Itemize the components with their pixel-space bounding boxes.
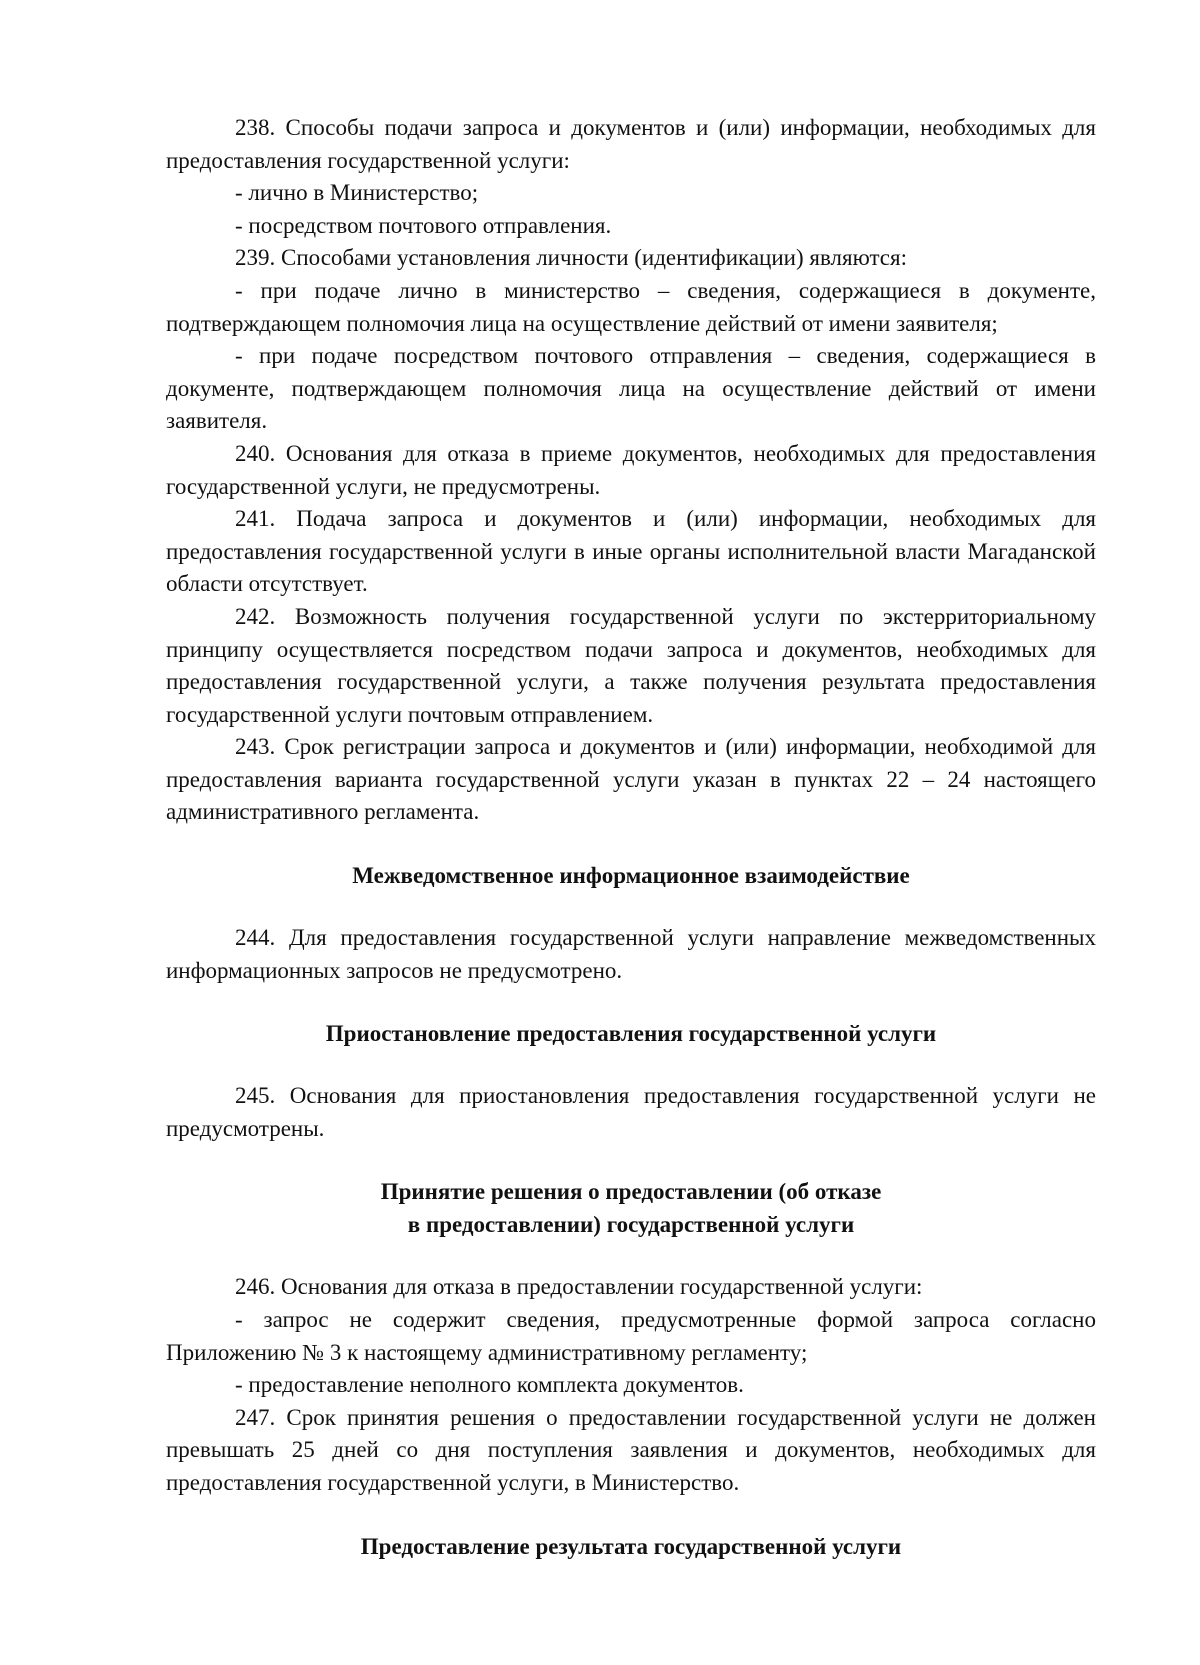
paragraph-244: 244. Для предоставления государственной услуги направление межведомственных информационных запросов не предусмотрено. xyxy=(166,925,1096,983)
list-item-239-in-person: - при подаче лично в министерство – сведения, содержащиеся в документе, подтверждающем полномочия лица на осуществление действий от имени заявителя; xyxy=(166,277,1096,336)
paragraph-240: 240. Основания для отказа в приеме документов, необходимых для предоставления государственной услуги, не предусмотрены. xyxy=(166,440,1096,499)
section-heading-decision xyxy=(166,1175,1096,1241)
list-item-246-missing-info: - запрос не содержит сведения, предусмотренные формой запроса согласно Приложению № 3 к настоящему административному регламенту; xyxy=(166,1307,1096,1365)
document-page xyxy=(166,112,1096,1563)
paragraph-245: 245. Основания для приостановления предоставления государственной услуги не предусмотрены. xyxy=(166,1083,1096,1141)
paragraph-238: 238. Способы подачи запроса и документов и (или) информации, необходимых для предоставления государственной услуги: xyxy=(166,115,1096,173)
list-item-238-in-person: - лично в Министерство; xyxy=(235,180,479,206)
paragraph-246: 246. Основания для отказа в предоставлении государственной услуги: xyxy=(235,1274,923,1300)
list-item-239-by-post: - при подаче посредством почтового отправления – сведения, содержащиеся в документе, подтверждающем полномочия лица на осуществление действий от имени заявителя. xyxy=(166,343,1096,434)
section-heading-interagency: Межведомственное информационное взаимодействие xyxy=(352,863,910,889)
section-heading-decision-line1: Принятие решения о предоставлении (об отказе xyxy=(380,1179,882,1205)
list-item-246-incomplete-docs: - предоставление неполного комплекта документов. xyxy=(235,1372,744,1398)
paragraph-242: 242. Возможность получения государственной услуги по экстерриториальному принципу осуществляется посредством подачи запроса и документов, необходимых для предоставления государственной услуги, а также получения результата предоставления государственной услуги почтовым отправлением. xyxy=(166,603,1096,727)
paragraph-247: 247. Срок принятия решения о предоставлении государственной услуги не должен превышать 25 дней со дня поступления заявления и документов, необходимых для предоставления государственной услуги, в Министерство. xyxy=(166,1404,1096,1495)
list-item-238-by-post: - посредством почтового отправления. xyxy=(235,212,612,238)
paragraph-239: 239. Способами установления личности (идентификации) являются: xyxy=(235,245,907,271)
section-heading-suspension: Приостановление предоставления государственной услуги xyxy=(325,1021,937,1047)
paragraph-241: 241. Подача запроса и документов и (или) информации, необходимых для предоставления государственной услуги в иные органы исполнительной власти Магаданской области отсутствует. xyxy=(166,506,1096,597)
section-heading-result: Предоставление результата государственной услуги xyxy=(360,1533,902,1559)
section-heading-decision-line2: в предоставлении) государственной услуги xyxy=(407,1212,855,1238)
paragraph-243: 243. Срок регистрации запроса и документов и (или) информации, необходимой для предоставления варианта государственной услуги указан в пунктах 22 – 24 настоящего административного регламента. xyxy=(166,734,1096,825)
